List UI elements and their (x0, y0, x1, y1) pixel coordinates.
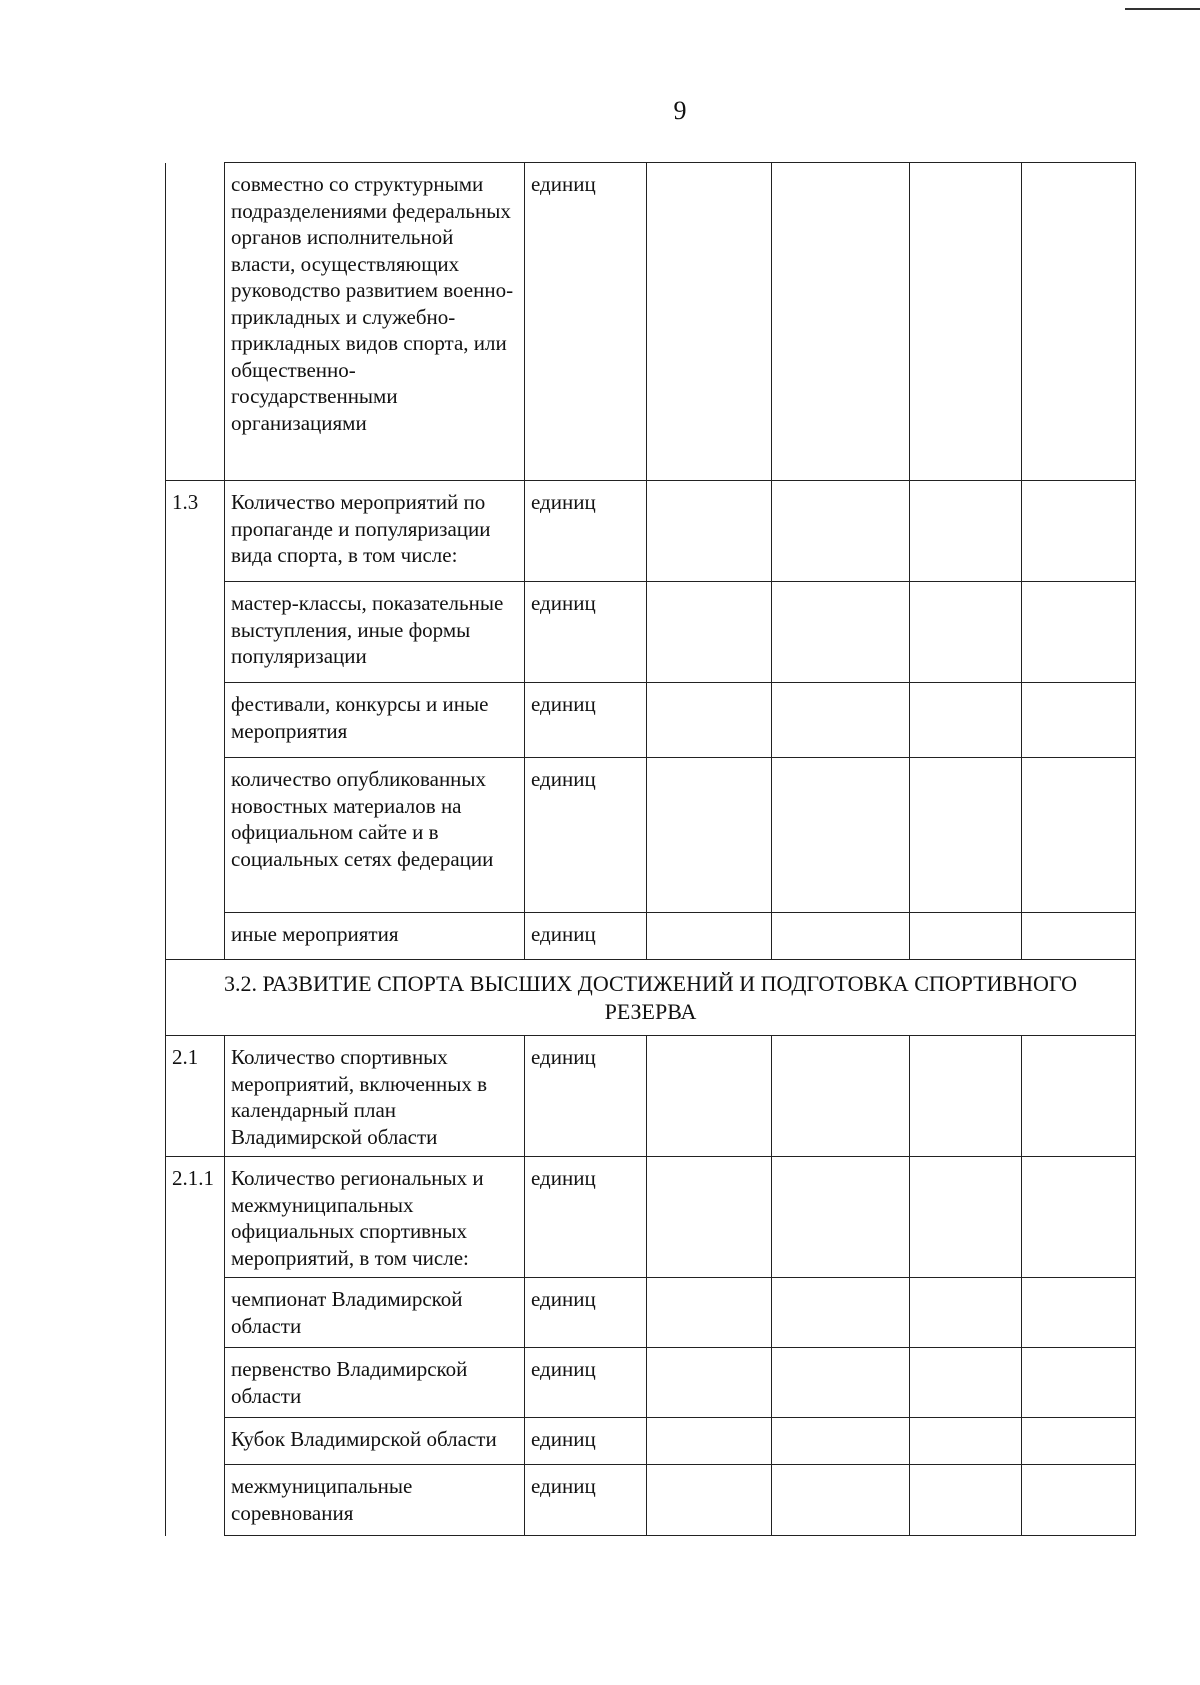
value-cell (647, 1036, 772, 1157)
value-cell (772, 1465, 910, 1536)
corner-mark (1125, 8, 1200, 10)
row-number: 1.3 (166, 481, 225, 582)
value-cell (910, 481, 1022, 582)
value-cell (1022, 582, 1136, 683)
row-unit: единиц (525, 758, 647, 913)
row-name: межмуниципальные соревнования (225, 1465, 525, 1536)
value-cell (1022, 1348, 1136, 1418)
row-unit: единиц (525, 1278, 647, 1348)
table-row (166, 1157, 1136, 1278)
row-name: Кубок Владимирской области (225, 1418, 525, 1465)
value-cell (772, 481, 910, 582)
row-name: мастер-классы, показательные выступления, иные формы популяризации (225, 582, 525, 683)
row-name: чемпионат Владимирской области (225, 1278, 525, 1348)
value-cell (1022, 1036, 1136, 1157)
value-cell (910, 683, 1022, 758)
row-unit: единиц (525, 1036, 647, 1157)
table-row (166, 913, 1136, 960)
value-cell (910, 582, 1022, 683)
value-cell (910, 1036, 1022, 1157)
row-number (166, 1418, 225, 1465)
value-cell (647, 1418, 772, 1465)
table-row (166, 1465, 1136, 1536)
value-cell (1022, 683, 1136, 758)
value-cell (1022, 163, 1136, 481)
value-cell (1022, 913, 1136, 960)
value-cell (910, 1418, 1022, 1465)
row-name: Количество спортивных мероприятий, включенных в календарный план Владимирской области (225, 1036, 525, 1157)
row-name: Количество региональных и межмуниципальных официальных спортивных мероприятий, в том числе: (225, 1157, 525, 1278)
page-number: 9 (673, 96, 687, 125)
value-cell (910, 1278, 1022, 1348)
value-cell (910, 1157, 1022, 1278)
row-name: фестивали, конкурсы и иные мероприятия (225, 683, 525, 758)
row-number: 2.1 (166, 1036, 225, 1157)
value-cell (772, 1036, 910, 1157)
row-unit: единиц (525, 1465, 647, 1536)
value-cell (772, 582, 910, 683)
table-row (166, 1418, 1136, 1465)
row-unit: единиц (525, 582, 647, 683)
value-cell (1022, 1465, 1136, 1536)
value-cell (647, 758, 772, 913)
value-cell (647, 1348, 772, 1418)
value-cell (647, 913, 772, 960)
table-row (166, 163, 1136, 481)
value-cell (647, 163, 772, 481)
value-cell (772, 163, 910, 481)
value-cell (772, 683, 910, 758)
table-row (166, 582, 1136, 683)
value-cell (772, 1157, 910, 1278)
value-cell (772, 758, 910, 913)
row-name: количество опубликованных новостных материалов на официальном сайте и в социальных сетях федерации (225, 758, 525, 913)
table-row (166, 683, 1136, 758)
row-unit: единиц (525, 163, 647, 481)
value-cell (1022, 758, 1136, 913)
row-unit: единиц (525, 683, 647, 758)
value-cell (647, 1157, 772, 1278)
row-number (166, 1278, 225, 1348)
row-number (166, 582, 225, 683)
row-unit: единиц (525, 1348, 647, 1418)
value-cell (1022, 1157, 1136, 1278)
value-cell (647, 683, 772, 758)
row-name: совместно со структурными подразделениями федеральных органов исполнительной власти, осуществляющих руководство развитием военно-прикладных и служебно-прикладных видов спорта, или общественно-государственными организациями (225, 163, 525, 481)
row-number (166, 758, 225, 913)
row-unit: единиц (525, 913, 647, 960)
row-unit: единиц (525, 481, 647, 582)
value-cell (772, 913, 910, 960)
row-number (166, 1348, 225, 1418)
value-cell (647, 582, 772, 683)
row-number (166, 163, 225, 481)
table-row (166, 758, 1136, 913)
value-cell (1022, 1278, 1136, 1348)
value-cell (910, 913, 1022, 960)
row-unit: единиц (525, 1418, 647, 1465)
row-unit: единиц (525, 1157, 647, 1278)
row-number (166, 1465, 225, 1536)
section-row (166, 960, 1136, 1036)
value-cell (1022, 1418, 1136, 1465)
table-row (166, 481, 1136, 582)
section-title: 3.2. РАЗВИТИЕ СПОРТА ВЫСШИХ ДОСТИЖЕНИЙ И ПОДГОТОВКА СПОРТИВНОГО РЕЗЕРВА (166, 960, 1136, 1036)
indicators-table (165, 162, 1136, 1536)
value-cell (772, 1348, 910, 1418)
row-name: Количество мероприятий по пропаганде и популяризации вида спорта, в том числе: (225, 481, 525, 582)
value-cell (772, 1278, 910, 1348)
row-number: 2.1.1 (166, 1157, 225, 1278)
value-cell (647, 1278, 772, 1348)
value-cell (910, 1465, 1022, 1536)
row-number (166, 913, 225, 960)
row-name: иные мероприятия (225, 913, 525, 960)
table-row (166, 1036, 1136, 1157)
row-name: первенство Владимирской области (225, 1348, 525, 1418)
value-cell (772, 1418, 910, 1465)
value-cell (910, 1348, 1022, 1418)
table-row (166, 1278, 1136, 1348)
row-number (166, 683, 225, 758)
value-cell (647, 1465, 772, 1536)
table-row (166, 1348, 1136, 1418)
value-cell (910, 758, 1022, 913)
value-cell (647, 481, 772, 582)
value-cell (1022, 481, 1136, 582)
value-cell (910, 163, 1022, 481)
